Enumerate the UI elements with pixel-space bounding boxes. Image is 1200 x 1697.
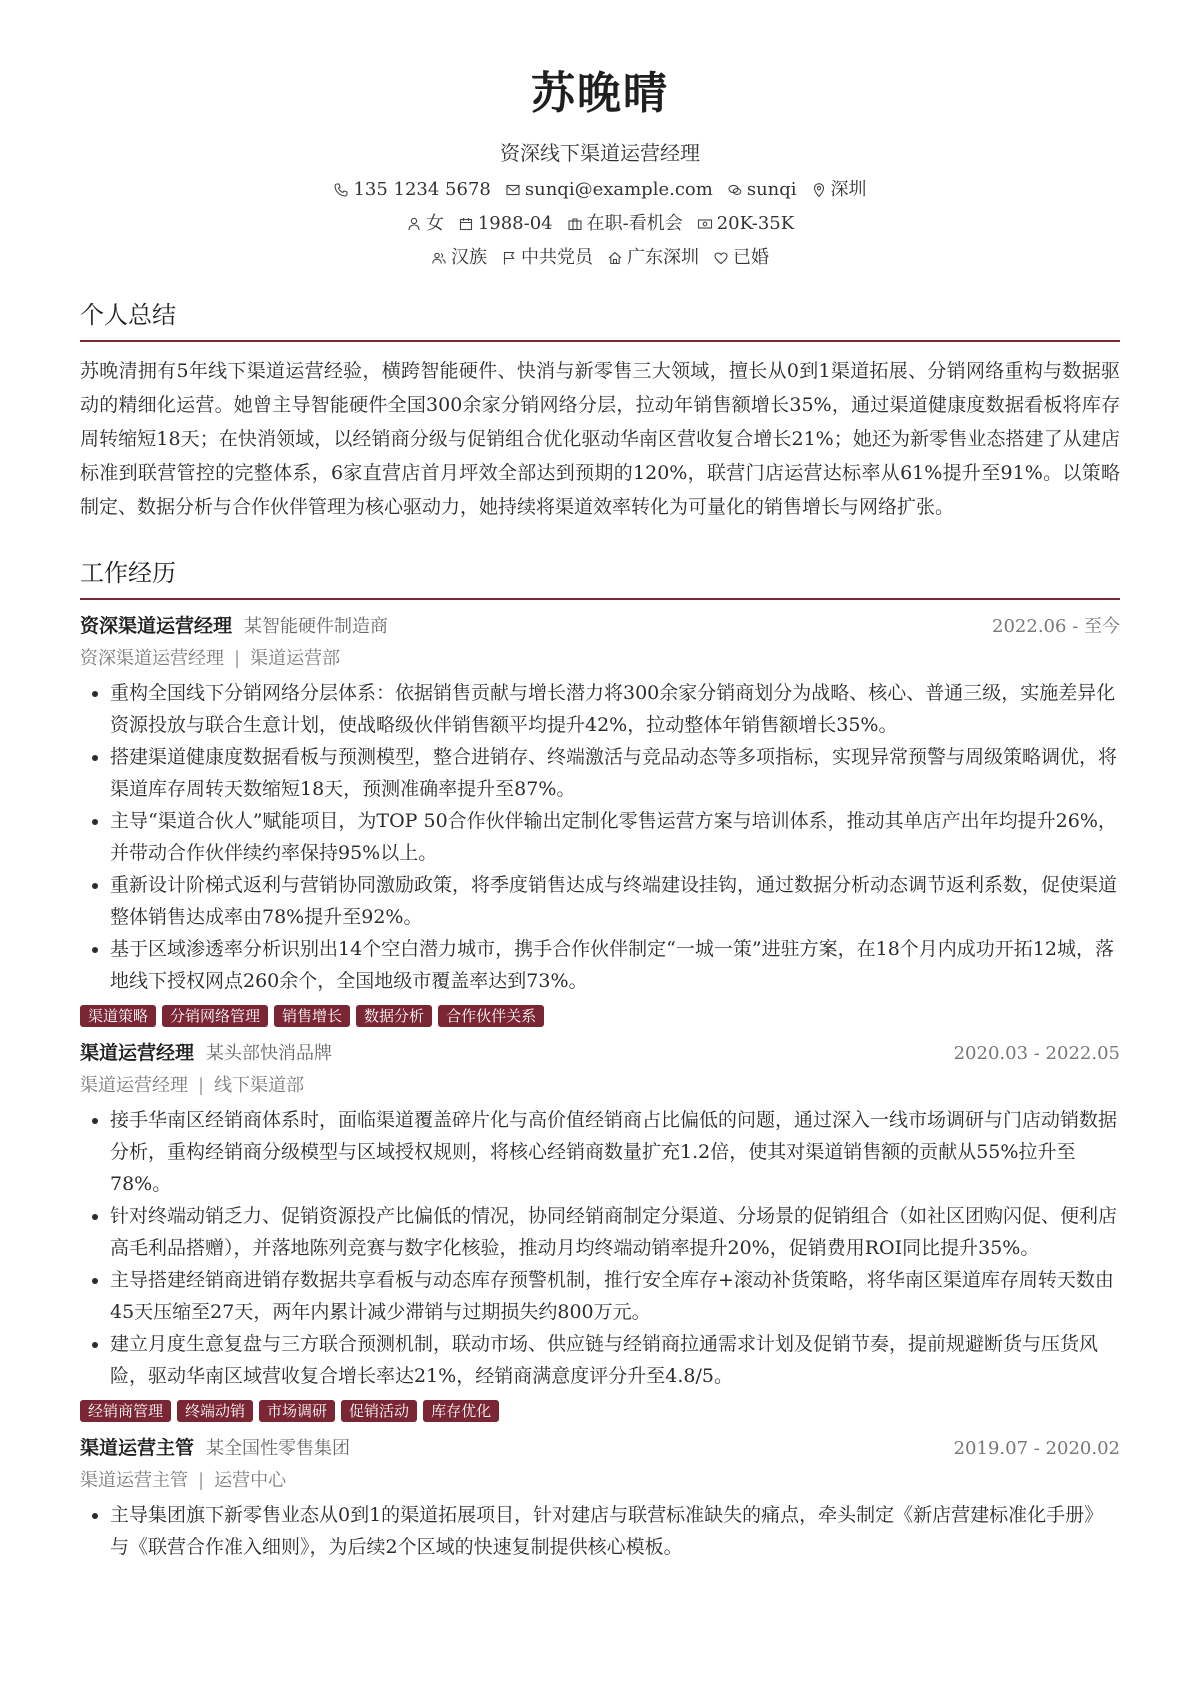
marital-text: 已婚 <box>733 247 769 268</box>
contact-line <box>80 178 1120 202</box>
bullet-item: • 主导搭建经销商进销存数据共享看板与动态库存预警机制，推行安全库存+滚动补货策略，将华南区渠道库存周转天数由45天压缩至27天，两年内累计减少滞销与过期损失约800万元。 <box>110 1264 1120 1328</box>
skill-tag: 经销商管理 <box>80 1400 171 1422</box>
gender-item <box>406 212 444 236</box>
wechat-item <box>727 178 797 202</box>
summary-heading: 个人总结 <box>80 300 1120 342</box>
wechat-icon <box>727 182 743 198</box>
job-company: 某智能硬件制造商 <box>244 616 389 637</box>
status-item <box>567 212 683 236</box>
hometown-text: 广东深圳 <box>627 247 699 268</box>
personal-line <box>80 212 1120 236</box>
skill-tag: 渠道策略 <box>80 1005 156 1027</box>
job-entry <box>80 1434 1120 1563</box>
separator: | <box>198 1470 205 1491</box>
status-text: 在职-看机会 <box>586 213 683 234</box>
job-header <box>80 1434 1120 1463</box>
job-header <box>80 612 1120 641</box>
wechat-text: sunqi <box>746 179 797 200</box>
money-icon <box>697 216 713 232</box>
calendar-icon <box>458 216 474 232</box>
skill-tag: 库存优化 <box>423 1400 499 1422</box>
skill-tag: 数据分析 <box>356 1005 432 1027</box>
gender-text: 女 <box>425 213 444 234</box>
marital-item <box>713 246 769 270</box>
politics-item <box>501 246 593 270</box>
bullet-item: • 主导“渠道合伙人”赋能项目，为TOP 50合作伙伴输出定制化零售运营方案与培训体系，推动其单店产出年均提升26%，并带动合作伙伴续约率保持95%以上。 <box>110 805 1120 869</box>
skill-tags <box>80 1005 1120 1027</box>
job-title: 资深渠道运营经理 <box>80 615 233 637</box>
bullet-item: • 搭建渠道健康度数据看板与预测模型，整合进销存、终端激活与竞品动态等多项指标，实现异常预警与周级策略调优，将渠道库存周转天数缩短18天，预测准确率提升至87%。 <box>110 741 1120 805</box>
politics-text: 中共党员 <box>521 247 593 268</box>
job-dept: 线下渠道部 <box>214 1075 305 1096</box>
email-item <box>505 178 713 202</box>
bullet-item: • 接手华南区经销商体系时，面临渠道覆盖碎片化与高价值经销商占比偏低的问题，通过深入一线市场调研与门店动销数据分析，重构经销商分级模型与区域授权规则，将核心经销商数量扩充1.2倍，使其对渠道销售额的贡献从55%拉升至78%。 <box>110 1104 1120 1200</box>
bullet-item: • 针对终端动销乏力、促销资源投产比偏低的情况，协同经销商制定分渠道、分场景的促销组合（如社区团购闪促、便利店高毛利品搭赠），并落地陈列竞赛与数字化核验，推动月均终端动销率提升20%，促销费用ROI同比提升35%。 <box>110 1200 1120 1264</box>
heart-icon <box>713 250 729 266</box>
job-role: 渠道运营经理 <box>80 1075 188 1096</box>
salary-text: 20K-35K <box>716 213 795 234</box>
users-icon <box>431 250 447 266</box>
job-entry <box>80 1039 1120 1422</box>
hometown-item <box>607 246 699 270</box>
home-icon <box>607 250 623 266</box>
skill-tag: 促销活动 <box>341 1400 417 1422</box>
summary-section <box>80 300 1120 524</box>
job-date: 2022.06 - 至今 <box>992 616 1120 637</box>
job-date: 2020.03 - 2022.05 <box>953 1043 1120 1064</box>
job-entry <box>80 612 1120 1027</box>
ethnicity-text: 汉族 <box>451 247 487 268</box>
salary-item <box>697 212 794 236</box>
job-role-line <box>80 1072 1120 1100</box>
job-title: 渠道运营经理 <box>80 1042 195 1064</box>
skill-tag: 合作伙伴关系 <box>438 1005 544 1027</box>
job-role-line <box>80 645 1120 673</box>
skill-tag: 分销网络管理 <box>162 1005 268 1027</box>
separator: | <box>234 648 241 669</box>
skill-tags <box>80 1400 1120 1422</box>
birth-item <box>458 212 553 236</box>
city-item <box>811 178 867 202</box>
phone-item <box>333 178 490 202</box>
background-line <box>80 246 1120 270</box>
work-heading: 工作经历 <box>80 558 1120 600</box>
job-role-line <box>80 1467 1120 1495</box>
work-section <box>80 558 1120 1563</box>
bullet-item: • 重新设计阶梯式返利与营销协同激励政策，将季度销售达成与终端建设挂钩，通过数据分析动态调节返利系数，促使渠道整体销售达成率由78%提升至92%。 <box>110 869 1120 933</box>
bullet-item: • 主导集团旗下新零售业态从0到1的渠道拓展项目，针对建店与联营标准缺失的痛点，牵头制定《新店营建标准化手册》与《联营合作准入细则》，为后续2个区域的快速复制提供核心模板。 <box>110 1499 1120 1563</box>
skill-tag: 终端动销 <box>177 1400 253 1422</box>
job-dept: 渠道运营部 <box>250 648 341 669</box>
flag-icon <box>501 250 517 266</box>
skill-tag: 市场调研 <box>259 1400 335 1422</box>
job-role: 资深渠道运营经理 <box>80 648 224 669</box>
mail-icon <box>505 182 521 198</box>
job-header <box>80 1039 1120 1068</box>
resume-page <box>80 0 1120 1697</box>
person-icon <box>406 216 422 232</box>
separator: | <box>198 1075 205 1096</box>
job-bullets <box>80 677 1120 997</box>
job-bullets <box>80 1499 1120 1563</box>
bullet-item: • 重构全国线下分销网络分层体系：依据销售贡献与增长潜力将300余家分销商划分为战略、核心、普通三级，实施差异化资源投放与联合生意计划，使战略级伙伴销售额平均提升42%，拉动整体年销售额增长35%。 <box>110 677 1120 741</box>
bullet-item: • 基于区域渗透率分析识别出14个空白潜力城市，携手合作伙伴制定“一城一策”进驻方案，在18个月内成功开拓12城，落地线下授权网点260余个，全国地级市覆盖率达到73%。 <box>110 933 1120 997</box>
birth-text: 1988-04 <box>477 213 553 234</box>
job-role: 渠道运营主管 <box>80 1470 188 1491</box>
job-company: 某头部快消品牌 <box>206 1043 333 1064</box>
job-date: 2019.07 - 2020.02 <box>953 1438 1120 1459</box>
summary-text: 苏晚清拥有5年线下渠道运营经验，横跨智能硬件、快消与新零售三大领域，擅长从0到1渠道拓展、分销网络重构与数据驱动的精细化运营。她曾主导智能硬件全国300余家分销网络分层，拉动年销售额增长35%，通过渠道健康度数据看板将库存周转缩短18天；在快消领域，以经销商分级与促销组合优化驱动华南区营收复合增长21%；她还为新零售业态搭建了从建店标准到联营管控的完整体系，6家直营店首月坪效全部达到预期的120%，联营门店运营达标率从61%提升至91%。以策略制定、数据分析与合作伙伴管理为核心驱动力，她持续将渠道效率转化为可量化的销售增长与网络扩张。 <box>80 360 1120 518</box>
candidate-name: 苏晚晴 <box>531 68 669 119</box>
phone-text: 135 1234 5678 <box>353 179 491 200</box>
location-pin-icon <box>811 182 827 198</box>
email-text: sunqi@example.com <box>524 179 713 200</box>
briefcase-icon <box>567 216 583 232</box>
skill-tag: 销售增长 <box>274 1005 350 1027</box>
ethnicity-item <box>431 246 487 270</box>
phone-icon <box>333 182 349 198</box>
job-bullets <box>80 1104 1120 1392</box>
job-company: 某全国性零售集团 <box>206 1438 351 1459</box>
candidate-title: 资深线下渠道运营经理 <box>500 141 700 165</box>
job-title: 渠道运营主管 <box>80 1437 195 1459</box>
bullet-item: • 建立月度生意复盘与三方联合预测机制，联动市场、供应链与经销商拉通需求计划及促销节奏，提前规避断货与压货风险，驱动华南区域营收复合增长率达21%，经销商满意度评分升至4.8/5。 <box>110 1328 1120 1392</box>
city-text: 深圳 <box>830 179 867 200</box>
job-dept: 运营中心 <box>214 1470 287 1491</box>
